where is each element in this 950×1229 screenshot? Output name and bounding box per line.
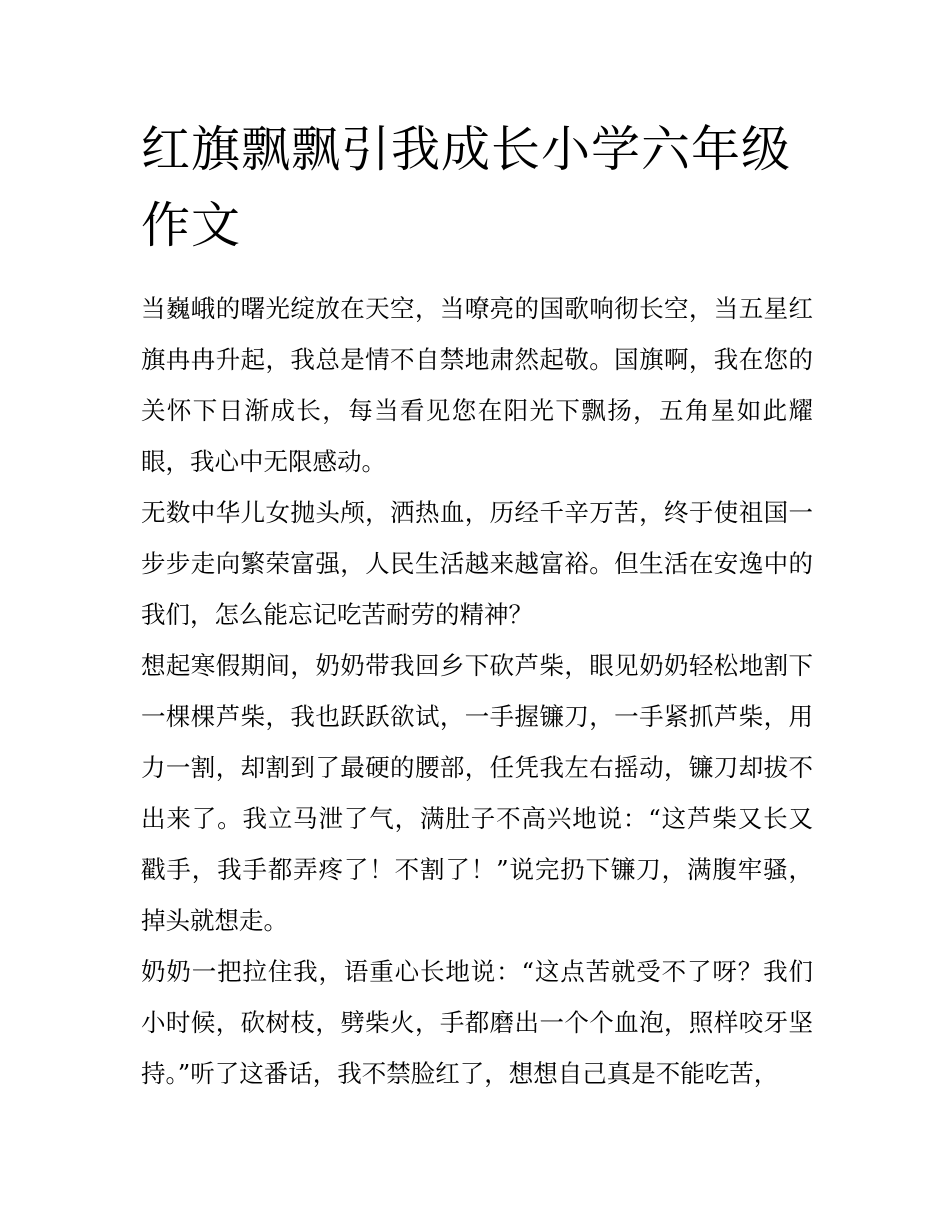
paragraph: 当巍峨的曙光绽放在天空，当嘹亮的国歌响彻长空，当五星红旗冉冉升起，我总是情不自禁地肃然起敬。国旗啊，我在您的关怀下日渐成长，每当看见您在阳光下飘扬，五角星如此耀眼，我心中无限感动。 bbox=[141, 294, 813, 476]
paragraph: 想起寒假期间，奶奶带我回乡下砍芦柴，眼见奶奶轻松地割下一棵棵芦柴，我也跃跃欲试，一手握镰刀，一手紧抓芦柴，用力一割，却割到了最硬的腰部，任凭我左右摇动，镰刀却拔不出来了。我立马泄了气，满肚子不高兴地说：“这芦柴又长又戳手，我手都弄疼了！不割了！”说完扔下镰刀，满腹牢骚，掉头就想走。 bbox=[141, 651, 813, 935]
paragraph: 无数中华儿女抛头颅，洒热血，历经千辛万苦，终于使祖国一步步走向繁荣富强，人民生活越来越富裕。但生活在安逸中的我们，怎么能忘记吃苦耐劳的精神？ bbox=[141, 498, 813, 629]
paragraph: 奶奶一把拉住我，语重心长地说：“这点苦就受不了呀？我们小时候，砍树枝，劈柴火，手都磨出一个个血泡，照样咬牙坚持。”听了这番话，我不禁脸红了，想想自己真是不能吃苦， bbox=[141, 957, 813, 1088]
document-title: 红旗飘飘引我成长小学六年级作文 bbox=[141, 121, 792, 254]
document-body bbox=[141, 112, 813, 1099]
